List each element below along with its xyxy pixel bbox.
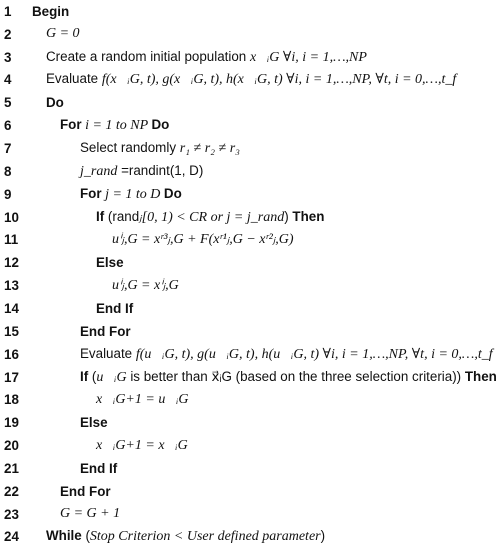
line-number: 4 xyxy=(4,72,12,88)
keyword: Then xyxy=(464,368,497,384)
text-segment: ) xyxy=(320,528,326,544)
keyword: Begin xyxy=(32,3,70,19)
algorithm-line xyxy=(0,411,474,434)
line-content xyxy=(112,231,294,248)
math-expression: r₁ ≠ r₂ ≠ r₃ xyxy=(179,141,241,157)
keyword: Do xyxy=(46,95,64,111)
line-number: 7 xyxy=(4,141,12,157)
algorithm-line xyxy=(0,23,474,46)
math-expression: uⁱⱼ,G = xⁱⱼ,G xyxy=(112,278,179,294)
line-content xyxy=(80,163,203,180)
keyword: End If xyxy=(96,300,134,316)
line-number: 20 xyxy=(4,438,19,454)
algorithm-line xyxy=(0,183,474,206)
math-expression: ⱼ[0, 1) < CR or j = j_rand xyxy=(139,209,285,225)
text-segment: ( xyxy=(81,528,90,544)
line-number: 17 xyxy=(4,369,19,385)
line-number: 22 xyxy=(4,483,19,499)
math-expression: G = G + 1 xyxy=(60,506,121,522)
line-content xyxy=(60,484,111,499)
text-segment: ) xyxy=(284,208,293,224)
algorithm-line xyxy=(0,46,474,69)
line-number: 13 xyxy=(4,278,19,294)
line-number: 9 xyxy=(4,186,12,202)
line-number: 24 xyxy=(4,529,19,545)
line-content xyxy=(80,324,131,339)
line-number: 6 xyxy=(4,118,12,134)
line-number: 23 xyxy=(4,506,19,522)
math-expression: G = 0 xyxy=(46,26,80,42)
math-expression: x⃗ᵢG ∀i, i = 1,…,NP xyxy=(249,49,367,65)
math-expression: x⃗ᵢG+1 = u⃗ᵢG xyxy=(96,391,189,407)
line-content xyxy=(60,506,120,522)
keyword: Then xyxy=(292,208,325,224)
line-content xyxy=(80,140,240,157)
math-expression: Stop Criterion < User defined parameter xyxy=(89,529,321,545)
line-content xyxy=(46,49,367,66)
algorithm-line xyxy=(0,91,474,114)
algorithm-line xyxy=(0,114,474,137)
line-content xyxy=(112,277,179,294)
keyword: If xyxy=(80,368,89,384)
algorithm-line xyxy=(0,297,474,320)
algorithm-line xyxy=(0,206,474,229)
algorithm-line xyxy=(0,274,474,297)
line-number: 5 xyxy=(4,95,12,111)
algorithm-line xyxy=(0,457,474,480)
line-content xyxy=(96,209,324,226)
line-content xyxy=(96,438,188,454)
text-segment: ( xyxy=(88,368,97,384)
keyword: End If xyxy=(80,460,118,476)
math-expression: x⃗ᵢG+1 = x⃗ᵢG xyxy=(96,437,188,453)
keyword: End For xyxy=(80,323,131,339)
algorithm-line xyxy=(0,366,497,389)
keyword: Else xyxy=(96,255,124,271)
line-content xyxy=(46,71,456,88)
line-content xyxy=(80,346,493,363)
keyword: For xyxy=(80,185,102,201)
line-content xyxy=(96,392,189,408)
line-number: 2 xyxy=(4,26,12,42)
line-content xyxy=(46,95,64,110)
line-content xyxy=(60,117,169,134)
line-content xyxy=(96,301,133,316)
line-number: 21 xyxy=(4,460,19,476)
keyword: Do xyxy=(151,117,170,133)
algorithm-line xyxy=(0,69,474,92)
line-content xyxy=(80,461,117,476)
text-segment: is better than x⃗ᵢG (based on the three selection criteria)) xyxy=(126,368,465,384)
line-number: 12 xyxy=(4,255,19,271)
algorithm-line xyxy=(0,503,474,526)
algorithm-line xyxy=(0,480,474,503)
algorithm-line xyxy=(0,137,474,160)
line-content xyxy=(32,4,69,19)
math-expression: f(x⃗ᵢG, t), g(x⃗ᵢG, t), h(x⃗ᵢG, t) ∀i, i = 1,…,NP, ∀t, i = 0,…,t_f xyxy=(101,72,457,88)
line-number: 19 xyxy=(4,415,19,431)
algorithm-line xyxy=(0,160,474,183)
line-content xyxy=(80,186,182,203)
math-expression: u⃗ᵢG xyxy=(96,369,127,385)
line-number: 11 xyxy=(4,232,19,248)
line-number: 1 xyxy=(4,3,12,19)
keyword: If xyxy=(96,208,105,224)
text-segment: Create a random initial population xyxy=(46,48,250,64)
line-number: 15 xyxy=(4,323,19,339)
keyword: Else xyxy=(80,415,108,431)
line-number: 8 xyxy=(4,163,12,179)
line-number: 10 xyxy=(4,209,19,225)
line-number: 18 xyxy=(4,392,19,408)
line-content xyxy=(96,255,124,270)
algorithm-line xyxy=(0,526,474,549)
keyword: Do xyxy=(163,185,182,201)
algorithm-line xyxy=(0,251,474,274)
line-content xyxy=(80,415,108,430)
line-number: 3 xyxy=(4,49,12,65)
algorithm-line xyxy=(0,388,474,411)
line-content xyxy=(46,528,325,545)
math-expression: j_rand xyxy=(80,163,118,179)
math-expression: j = 1 to D xyxy=(101,186,164,202)
line-content xyxy=(80,369,497,386)
text-segment: Evaluate xyxy=(80,345,136,361)
text-segment: Select randomly xyxy=(80,140,180,156)
algorithm-line xyxy=(0,343,493,366)
algorithm-line xyxy=(0,229,474,252)
keyword: While xyxy=(46,528,82,544)
line-number: 14 xyxy=(4,300,19,316)
math-expression: uⁱⱼ,G = xʳ³ⱼ,G + F(xʳ¹ⱼ,G − xʳ²ⱼ,G) xyxy=(112,232,294,248)
keyword: For xyxy=(60,117,82,133)
math-expression: f(u⃗ᵢG, t), g(u⃗ᵢG, t), h(u⃗ᵢG, t) ∀i, i = 1,…,NP, ∀t, i = 0,…,t_f xyxy=(135,346,493,362)
algorithm-line xyxy=(0,434,474,457)
text-segment: Evaluate xyxy=(46,71,102,87)
text-segment: (rand xyxy=(104,208,140,224)
math-expression: i = 1 to NP xyxy=(81,118,152,134)
line-number: 16 xyxy=(4,346,19,362)
text-segment: =randint(1, D) xyxy=(117,162,204,178)
keyword: End For xyxy=(60,483,111,499)
algorithm-line xyxy=(0,0,474,23)
algorithm-line xyxy=(0,320,474,343)
line-content xyxy=(46,26,80,42)
